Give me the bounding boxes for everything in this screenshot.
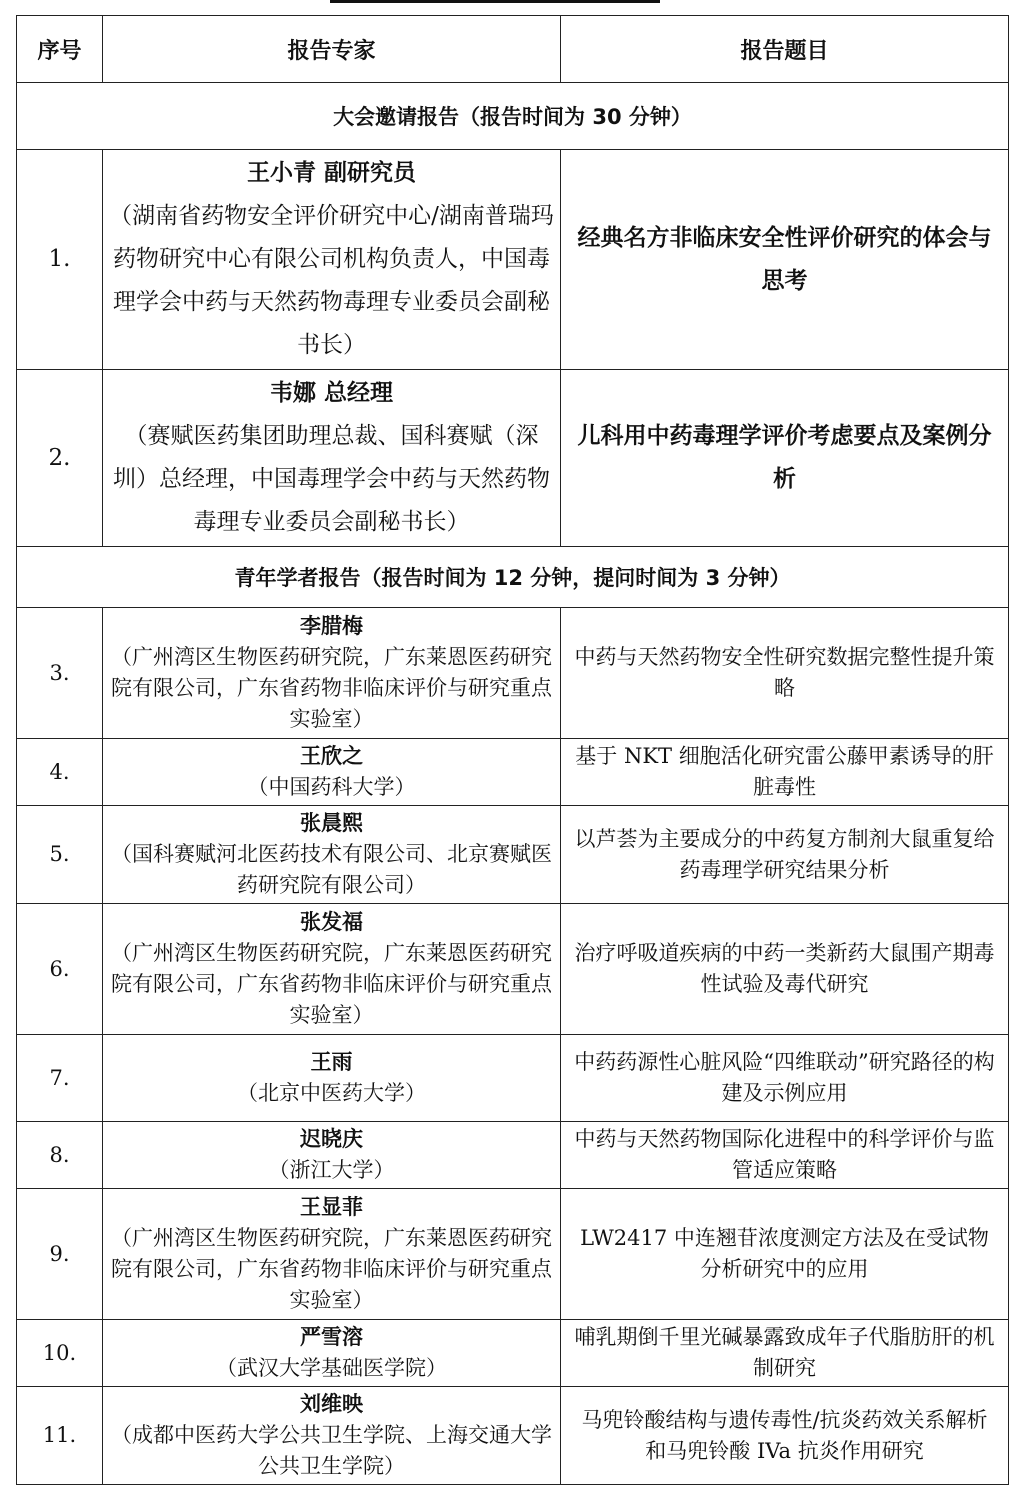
report-topic: 中药与天然药物国际化进程中的科学评价与监管适应策略: [574, 1127, 995, 1182]
expert-affiliation: （广州湾区生物医药研究院，广东莱恩医药研究院有限公司，广东省药物非临床评价与研究重点实验室）: [111, 941, 552, 1027]
row-index: 7.: [17, 1035, 103, 1122]
expert-name: 刘维映: [300, 1392, 363, 1416]
expert-cell: [103, 1122, 561, 1189]
expert-name: 韦娜 总经理: [269, 380, 393, 406]
expert-name: 迟晓庆: [300, 1127, 363, 1151]
table-row: [17, 150, 1009, 370]
expert-name: 李腊梅: [300, 614, 363, 638]
topic-cell: [561, 904, 1009, 1035]
topic-cell: [561, 1320, 1009, 1387]
report-topic: 马兜铃酸结构与遗传毒性/抗炎药效关系解析和马兜铃酸 IVa 抗炎作用研究: [581, 1407, 988, 1463]
expert-affiliation: （广州湾区生物医药研究院，广东莱恩医药研究院有限公司，广东省药物非临床评价与研究重点实验室）: [111, 645, 552, 731]
expert-name: 王显菲: [300, 1195, 363, 1219]
section-title-young: 青年学者报告（报告时间为 12 分钟，提问时间为 3 分钟）: [17, 547, 1009, 608]
expert-name: 严雪溶: [300, 1325, 363, 1349]
row-index: 8.: [17, 1122, 103, 1189]
table-row: [17, 739, 1009, 806]
topic-cell: [561, 1189, 1009, 1320]
expert-name: 王欣之: [300, 744, 363, 768]
expert-cell: [103, 1035, 561, 1122]
topic-cell: [561, 1122, 1009, 1189]
topic-cell: [561, 739, 1009, 806]
top-rule-fragment: [330, 0, 660, 9]
topic-cell: [561, 608, 1009, 739]
report-topic: 基于 NKT 细胞活化研究雷公藤甲素诱导的肝脏毒性: [575, 744, 994, 799]
section-title-invited: 大会邀请报告（报告时间为 30 分钟）: [17, 83, 1009, 150]
expert-affiliation: （浙江大学）: [268, 1158, 395, 1182]
table-row: [17, 1387, 1009, 1485]
expert-affiliation: （赛赋医药集团助理总裁、国科赛赋（深圳）总经理，中国毒理学会中药与天然药物毒理专业委员会副秘书长）: [113, 423, 550, 535]
report-schedule-table: [16, 15, 1009, 1485]
report-topic: 哺乳期倒千里光碱暴露致成年子代脂肪肝的机制研究: [574, 1325, 995, 1380]
table-row: [17, 904, 1009, 1035]
row-index: 2.: [17, 370, 103, 547]
report-topic: 中药与天然药物安全性研究数据完整性提升策略: [574, 645, 995, 700]
expert-affiliation: （武汉大学基础医学院）: [216, 1356, 447, 1380]
row-index: 1.: [17, 150, 103, 370]
section-row-young: [17, 547, 1009, 608]
expert-cell: [103, 904, 561, 1035]
report-topic: LW2417 中连翘苷浓度测定方法及在受试物分析研究中的应用: [580, 1226, 989, 1281]
table-row: [17, 1189, 1009, 1320]
expert-cell: [103, 1387, 561, 1485]
expert-affiliation: （中国药科大学）: [247, 775, 416, 799]
expert-affiliation: （成都中医药大学公共卫生学院、上海交通大学公共卫生学院）: [111, 1423, 552, 1478]
expert-cell: [103, 150, 561, 370]
expert-affiliation: （广州湾区生物医药研究院，广东莱恩医药研究院有限公司，广东省药物非临床评价与研究重点实验室）: [111, 1226, 552, 1312]
expert-cell: [103, 1189, 561, 1320]
row-index: 9.: [17, 1189, 103, 1320]
expert-affiliation: （国科赛赋河北医药技术有限公司、北京赛赋医药研究院有限公司）: [111, 842, 552, 897]
table-row: [17, 1320, 1009, 1387]
expert-cell: [103, 608, 561, 739]
topic-cell: [561, 1035, 1009, 1122]
report-topic: 中药药源性心脏风险“四维联动”研究路径的构建及示例应用: [574, 1050, 995, 1105]
row-index: 3.: [17, 608, 103, 739]
table-row: [17, 1122, 1009, 1189]
row-index: 11.: [17, 1387, 103, 1485]
row-index: 4.: [17, 739, 103, 806]
expert-name: 张发福: [300, 910, 363, 934]
table-row: [17, 806, 1009, 904]
expert-cell: [103, 370, 561, 547]
topic-cell: [561, 806, 1009, 904]
row-index: 10.: [17, 1320, 103, 1387]
expert-name: 王小青 副研究员: [246, 160, 416, 186]
row-index: 5.: [17, 806, 103, 904]
header-index: 序号: [17, 16, 103, 83]
expert-affiliation: （北京中医药大学）: [237, 1081, 426, 1105]
header-row: [17, 16, 1009, 83]
topic-cell: [561, 370, 1009, 547]
expert-cell: [103, 739, 561, 806]
report-topic: 经典名方非临床安全性评价研究的体会与思考: [577, 224, 992, 294]
expert-cell: [103, 1320, 561, 1387]
expert-name: 王雨: [310, 1050, 353, 1074]
header-topic: 报告题目: [561, 16, 1009, 83]
table-row: [17, 1035, 1009, 1122]
table-row: [17, 608, 1009, 739]
row-index: 6.: [17, 904, 103, 1035]
expert-name: 张晨熙: [300, 811, 363, 835]
section-row-invited: [17, 83, 1009, 150]
header-expert: 报告专家: [103, 16, 561, 83]
report-topic: 以芦荟为主要成分的中药复方制剂大鼠重复给药毒理学研究结果分析: [574, 826, 995, 882]
report-topic: 儿科用中药毒理学评价考虑要点及案例分析: [577, 423, 992, 492]
report-topic: 治疗呼吸道疾病的中药一类新药大鼠围产期毒性试验及毒代研究: [574, 941, 995, 996]
expert-affiliation: （湖南省药物安全评价研究中心/湖南普瑞玛药物研究中心有限公司机构负责人，中国毒理学会中药与天然药物毒理专业委员会副秘书长）: [109, 203, 554, 358]
topic-cell: [561, 150, 1009, 370]
table-row: [17, 370, 1009, 547]
expert-cell: [103, 806, 561, 904]
topic-cell: [561, 1387, 1009, 1485]
